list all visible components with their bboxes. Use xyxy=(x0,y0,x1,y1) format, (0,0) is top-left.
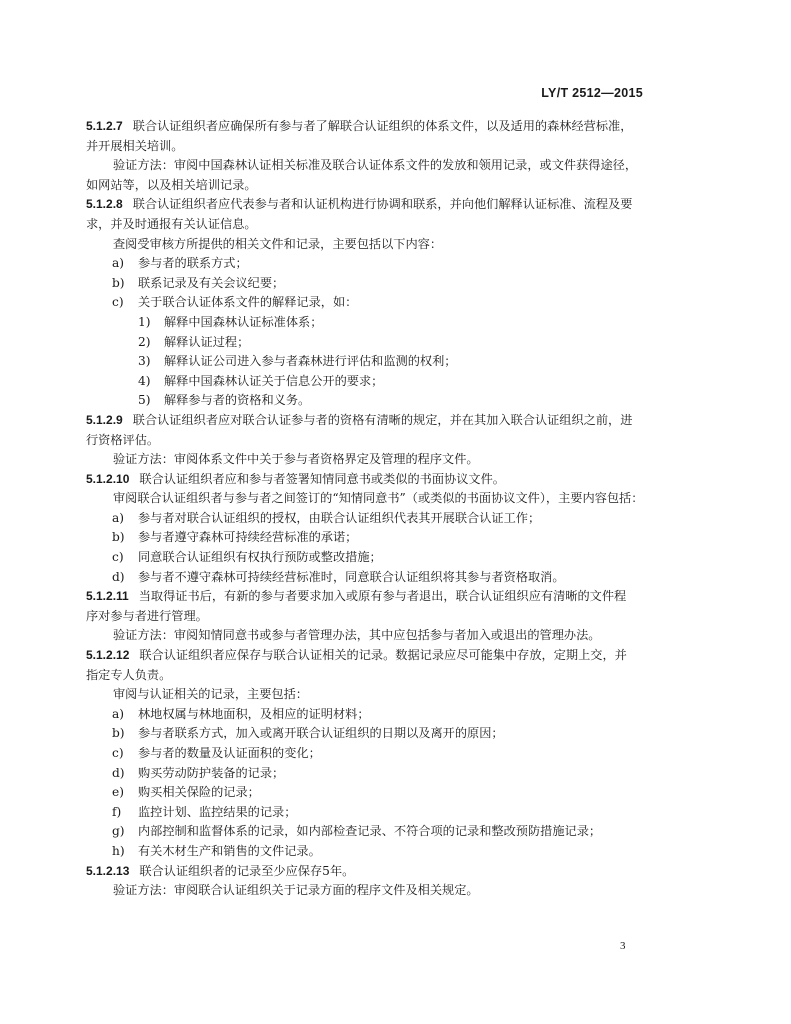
continuation-line: 行资格评估。 xyxy=(86,432,160,447)
list-item-text: 参与者不遵守森林可持续经营标准时，同意联合认证组织将其参与者资格取消。 xyxy=(138,569,565,584)
list-item xyxy=(86,313,646,333)
list-item xyxy=(86,744,646,764)
list-item-text: 参与者对联合认证组织的授权，由联合认证组织代表其开展联合认证工作； xyxy=(138,510,541,525)
list-item-text: 解释中国森林认证关于信息公开的要求； xyxy=(164,373,384,388)
clause-text: 联合认证组织者应和参与者签署知情同意书或类似的书面协议文件。 xyxy=(139,471,505,486)
clause-number: 5.1.2.8 xyxy=(86,197,123,212)
clause-line xyxy=(86,195,646,215)
list-marker: g) xyxy=(112,824,125,839)
clause-line xyxy=(86,862,646,882)
list-item xyxy=(86,724,646,744)
continuation-line: 如网站等，以及相关培训记录。 xyxy=(86,177,257,192)
list-marker: b) xyxy=(112,726,125,741)
clause-line xyxy=(86,411,646,431)
list-item-text: 林地权属与林地面积，及相应的证明材料； xyxy=(138,706,370,721)
list-item xyxy=(86,783,646,803)
list-marker: b) xyxy=(112,530,125,545)
list-item-text: 参与者遵守森林可持续经营标准的承诺； xyxy=(138,530,358,545)
list-marker: d) xyxy=(112,765,125,780)
list-marker: a) xyxy=(112,706,125,721)
paragraph-line: 验证方法：审阅联合认证组织关于记录方面的程序文件及相关规定。 xyxy=(113,883,479,898)
continuation-line: 并开展相关培训。 xyxy=(86,138,184,153)
list-item-text: 参与者的联系方式； xyxy=(138,256,248,271)
list-item-text: 参与者的数量及认证面积的变化； xyxy=(138,746,321,760)
paragraph-line: 验证方法：审阅知情同意书或参与者管理办法，其中应包括参与者加入或退出的管理办法。 xyxy=(113,628,601,643)
clause-text: 当取得证书后，有新的参与者要求加入或原有参与者退出，联合认证组织应有清晰的文件程 xyxy=(138,589,627,604)
list-marker: c) xyxy=(112,550,124,565)
list-item xyxy=(86,705,646,725)
list-marker: 3) xyxy=(138,354,151,369)
list-item-text: 解释中国森林认证标准体系； xyxy=(164,314,323,329)
paragraph-line: 验证方法：审阅中国森林认证相关标准及联合认证体系文件的发放和领用记录，或文件获得途径， xyxy=(113,158,638,173)
clause-text: 联合认证组织者应代表参与者和认证机构进行协调和联系，并向他们解释认证标准、流程及要 xyxy=(132,197,633,212)
list-marker: e) xyxy=(112,785,124,800)
clause-line xyxy=(86,117,646,137)
list-item-text: 内部控制和监督体系的记录，如内部检查记录、不符合项的记录和整改预防措施记录； xyxy=(138,824,602,839)
clause-text: 联合认证组织者应保存与联合认证相关的记录。数据记录应尽可能集中存放，定期上交，并 xyxy=(139,648,627,663)
clause-text: 联合认证组织者应对联合认证参与者的资格有清晰的规定，并在其加入联合认证组织之前，进 xyxy=(132,412,633,427)
list-item xyxy=(86,764,646,784)
list-item xyxy=(86,293,646,313)
list-marker: 5) xyxy=(138,393,151,408)
paragraph-line: 审阅与认证相关的记录，主要包括： xyxy=(113,687,308,702)
paragraph-line: 审阅联合认证组织者与参与者之间签订的“知情同意书”（或类似的书面协议文件），主要内容包括： xyxy=(113,491,644,506)
list-item-text: 联系记录及有关会议纪要； xyxy=(138,275,285,290)
list-marker: b) xyxy=(112,275,125,290)
list-item-text: 监控计划、监控结果的记录； xyxy=(138,804,297,819)
list-marker: f) xyxy=(112,804,122,819)
list-marker: 1) xyxy=(138,314,151,329)
list-marker: a) xyxy=(112,256,125,271)
continuation-line: 序对参与者进行管理。 xyxy=(86,608,208,623)
paragraph-line: 查阅受审核方所提供的相关文件和记录，主要包括以下内容： xyxy=(113,236,443,251)
list-marker: 2) xyxy=(138,334,151,349)
list-item-text: 参与者联系方式，加入或离开联合认证组织的日期以及离开的原因； xyxy=(138,726,504,741)
clause-number: 5.1.2.11 xyxy=(86,589,129,604)
list-item xyxy=(86,274,646,294)
list-item-text: 购买劳动防护装备的记录； xyxy=(138,765,285,780)
list-item xyxy=(86,372,646,392)
paragraph-line: 验证方法：审阅体系文件中关于参与者资格界定及管理的程序文件。 xyxy=(113,452,479,467)
list-marker: c) xyxy=(112,295,124,310)
list-item-text: 解释认证过程； xyxy=(164,334,250,349)
clause-line xyxy=(86,646,646,666)
list-item xyxy=(86,254,646,274)
list-item-text: 解释参与者的资格和义务。 xyxy=(164,393,311,408)
clause-number: 5.1.2.7 xyxy=(86,119,123,133)
list-item xyxy=(86,528,646,548)
clause-number: 5.1.2.9 xyxy=(86,412,123,427)
list-item-text: 同意联合认证组织有权执行预防或整改措施； xyxy=(138,550,382,565)
list-item xyxy=(86,803,646,823)
list-item xyxy=(86,568,646,588)
clause-line xyxy=(86,470,646,490)
continuation-line: 求，并及时通报有关认证信息。 xyxy=(86,216,257,231)
list-item xyxy=(86,391,646,411)
document-body xyxy=(86,117,646,901)
clause-number: 5.1.2.12 xyxy=(86,648,130,663)
list-marker: d) xyxy=(112,569,125,584)
list-item xyxy=(86,822,646,842)
list-marker: c) xyxy=(112,746,124,760)
list-item-text: 关于联合认证体系文件的解释记录，如： xyxy=(138,295,358,310)
list-item xyxy=(86,333,646,353)
list-item-text: 购买相关保险的记录； xyxy=(138,785,260,800)
list-item xyxy=(86,352,646,372)
clause-text: 联合认证组织者的记录至少应保存5年。 xyxy=(139,863,355,878)
standard-code-header: LY/T 2512—2015 xyxy=(541,86,643,100)
list-item-text: 有关木材生产和销售的文件记录。 xyxy=(138,843,321,858)
clause-number: 5.1.2.10 xyxy=(86,471,130,486)
list-item xyxy=(86,548,646,568)
list-marker: h) xyxy=(112,843,125,858)
continuation-line: 指定专人负责。 xyxy=(86,667,172,682)
page-number: 3 xyxy=(620,940,626,952)
clause-text: 联合认证组织者应确保所有参与者了解联合认证组织的体系文件，以及适用的森林经营标准， xyxy=(132,119,633,133)
list-item xyxy=(86,509,646,529)
list-item-text: 解释认证公司进入参与者森林进行评估和监测的权利； xyxy=(164,354,457,369)
list-item xyxy=(86,842,646,862)
list-marker: a) xyxy=(112,510,125,525)
list-marker: 4) xyxy=(138,373,151,388)
clause-line xyxy=(86,587,646,607)
clause-number: 5.1.2.13 xyxy=(86,863,130,878)
